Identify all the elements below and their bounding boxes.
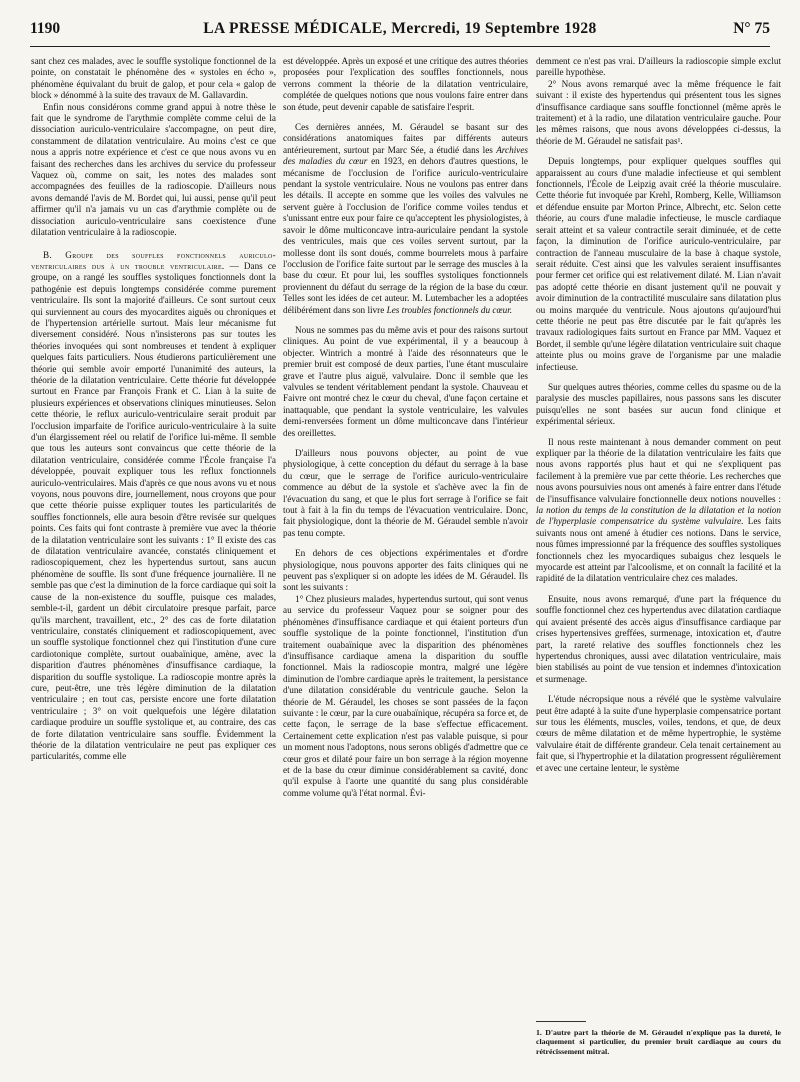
paragraph: L'étude nécropsique nous a révélé que le système valvulaire peut être adapté à la suite d'une hyperplasie compensatrice portant sur tous les éléments, muscles, voiles, tendons, et que, de deux cœurs de même dilatation et de même hypertrophie, le système valvulaire était de différente grandeur. Cela tenait certainement au fait que, si l'hypertrophie et la dilatation progressent régulièrement et avec une certaine lenteur, le système	[536, 694, 781, 773]
paragraph: demment ce n'est pas vrai. D'ailleurs la radioscopie simple exclut pareille hypothèse.	[536, 56, 781, 78]
section-heading: B. Groupe des souffles fonctionnels auriculo-ventriculaires dus à un trouble ventriculaire.	[31, 249, 276, 271]
paragraph: est développée. Après un exposé et une critique des autres théories proposées pour l'explication des souffles fonctionnels, nous verrons comment la théorie de la dilatation ventriculaire, complétée de quelques notions que nous voulons faire entrer dans son étude, peut devenir capable de satisfaire l'esprit.	[283, 56, 528, 112]
paragraph: En dehors de ces objections expérimentales et d'ordre physiologique, nous pouvons apporter des faits cliniques qui ne peuvent pas s'expliquer si on adopte les idées de M. Géraudel. Ils sont les suivants :	[283, 548, 528, 593]
paragraph: 2° Nous avons remarqué avec la même fréquence le fait suivant : il existe des hypertendus qui présentent tous les signes d'insuffisance cardiaque sans souffle fonctionnel (même après le traitement) et à la radio, une dilatation ventriculaire gauche. Pour les mêmes raisons, que nous avons développées ci-dessus, la théorie de M. Géraudel ne satisfait pas¹.	[536, 78, 781, 146]
column-2	[283, 56, 528, 1066]
paragraph: Sur quelques autres théories, comme celles du spasme ou de la paralysie des muscles papillaires, nous passons sans les discuter puisqu'elles ne sont basées sur aucun fond clinique et expérimental sérieux.	[536, 381, 781, 427]
paragraph	[536, 437, 781, 585]
italic-notions: la notion du temps de la constitution de la dilatation et la notion de l'hyperplasie compensatrice du système valvulaire.	[536, 505, 781, 527]
paragraph: Enfin nous considérons comme grand appui à notre thèse le fait que le syndrome de l'arythmie complète comme celui de la dissociation auriculo-ventriculaire s'accompagne, on peut dire, constamment de dilatation ventriculaire. Au moins c'est ce que nous a appris notre expérience et c'est ce que nous avons vu en faisant des recherches dans les archives du service du professeur Vaquez où, comme on sait, les notes des malades sont accompagnées des feuilles de la radioscopie. D'ailleurs nous avons demandé l'avis de M. Bordet qui, lui aussi, pense qu'il peut affirmer qu'il n'a jamais vu un cas d'arythmie complète ou de dissociation auriculo-ventriculaire sans coexistence d'une dilatation ventriculaire à la radioscopie.	[31, 101, 276, 238]
footnote: 1. D'autre part la théorie de M. Géraudel n'explique pas la dureté, le claquement si particulier, du premier bruit cardiaque au cours du rétrécissement mitral.	[536, 1028, 781, 1056]
journal-title: LA PRESSE MÉDICALE, Mercredi, 19 Septembre 1928	[203, 20, 597, 37]
paragraph	[283, 122, 528, 316]
section-body: — Dans ce groupe, on a rangé les souffles systoliques fonctionnels dont la pathogénie est depuis longtemps considérée comme purement ventriculaire. Ils sont la majorité d'ailleurs. Ce sont surtout ceux qui surviennent au cours des myocardites aiguës ou chroniques et de l'hypertension artérielle surtout. Mais leur mécanisme fut diversement considéré. Nous n'insisterons pas sur toutes les théories invoquées qui sont nombreuses et tendent à expliquer quelques faits particuliers. Nous étudierons particulièrement une théorie qui semble avoir emporté l'unanimité des auteurs, la théorie de la dilatation ventriculaire. Cette théorie fut développée surtout en France par François Frank et C. Lian à la suite de plusieurs expériences et observations cliniques minutieuses. Selon cette théorie, le reflux auriculo-ventriculaire serait produit par l'occlusion imparfaite de l'orifice auriculo-ventriculaire à la suite d'un élargissement réel ou relatif de l'orifice lui-même. Il semble que tous les auteurs sont convaincus que cette théorie de la dilatation ventriculaire, considérée comme l'École française l'a développée, pouvait expliquer tous les reflux fonctionnels auriculo-ventriculaires. Mais d'après ce que nous avons vu et nous voyons, nous pouvons dire, journellement, nous croyons que pour que cette théorie puisse expliquer toutes les particularités de souffles fonctionnels, elle aura besoin d'être revisée sur quelques points. Ces faits qui font contraste à première vue avec la théorie de la dilatation ventriculaire sont les suivants : 1° Il existe des cas de dilatation ventriculaire avancée, constatés cliniquement et radioscopiquement, chez les hypertendus surtout, sans aucun phénomène de souffle. Ils sont d'une fréquence journalière. Il ne semble pas que c'est la diminution de la force cardiaque qui soit la cause de la non-existence du souffle, puisque ces malades, semble-t-il, gardent un débit circulatoire presque parfait, parce qu'ils marchent, travaillent, etc., 2° des cas de forte dilatation ventriculaire, constatés cliniquement et radioscopiquement, avec un souffle systolique fonctionnel chez qui l'institution d'une cure cardiotonique complète, surtout ouabaïnique, amène, avec la disparition d'autres phénomènes d'insuffisance cardiaque, la disparition du souffle systolique. La radioscopie montre après la cure, peut-être, une très légère diminution de la dilatation ventriculaire ; en tout cas, persiste encore une forte dilatation ventriculaire ; 3° on voit quelquefois une légère dilatation cardiaque produire un souffle systolique et, au contraire, des cas de forte dilatation ventriculaire sans souffle. Évidemment la théorie de la dilatation ventriculaire ne peut pas expliquer ces particularités, comme elle	[31, 260, 276, 762]
issue-number: N° 75	[733, 20, 770, 37]
column-3	[536, 56, 781, 1066]
page-header	[30, 20, 770, 47]
text-run: en 1923, en dehors d'autres questions, le mécanisme de l'occlusion de l'orifice auriculo-ventriculaire pendant la systole ventriculaire. Nous ne voulons pas entrer dans les détails. Il accepte en somme que les voiles des valvules ne servent guère à l'occlusion de l'orifice comme voiles tendus et s'unissant entre eux pour faire ce qu'acceptent les physiologistes, à savoir le dôme multiconcave intra-auriculaire pendant la systole des ventricules, mais que ces voiles servent surtout, par la mollesse dont ils sont doués, comme bourrelets mous à parfaire l'occlusion de l'orifice faite surtout par le serrage des muscles à la base du cœur. Et pour lui, les souffles systoliques fonctionnels proviennent du défaut du serrage de la région de la base du cœur. Telles sont les idées de cet auteur. M. Lutembacher les a adoptées délibérément dans son livre	[283, 156, 528, 315]
text-run: Il nous reste maintenant à nous demander comment on peut expliquer par la théorie de la dilatation ventriculaire les faits que nous avons rapportés plus haut et qui ne s'expliquent pas facilement à la première vue par cette théorie. Les recherches que nous avons poursuivies nous ont amenés à faire entrer dans l'étude de l'insuffisance valvulaire fonctionnelle deux notions nouvelles :	[536, 436, 781, 504]
paragraph: D'ailleurs nous pouvons objecter, au point de vue physiologique, à cette conception du défaut du serrage à la base du cœur, que le serrage de l'orifice auriculo-ventriculaire commence au début de la systole et s'achève avec la fin de l'évacuation du sang, et que le plus fort serrage à l'orifice se fait tout à fait à la fin du temps de l'évacuation ventriculaire. Donc, fait physiologique, dont la théorie de M. Géraudel semble n'avoir pas tenu compte.	[283, 448, 528, 538]
section-paragraph	[31, 250, 276, 763]
paragraph: sant chez ces malades, avec le souffle systolique fonctionnel de la pointe, on constatait le phénomène des « systoles en écho », phénomène équivalant du bruit de galop, et pour cela « galop de block » dénommé à la suite des travaux de M. Gallavardin.	[31, 56, 276, 101]
paragraph: Depuis longtemps, pour expliquer quelques souffles qui apparaissent au cours d'une maladie infectieuse et qui semblent fonctionnels, l'École de Leipzig avait créé la théorie musculaire. Cette théorie fut invoquée par Krehl, Romberg, Kelle, Williamson et défendue ensuite par Morton Prince, Albrecht, etc. Selon cette théorie, au cours d'une maladie infectieuse, le muscle cardiaque serait atteint et sa valeur contractile serait diminuée, et de cette façon, la diminution de l'orifice auriculo-ventriculaire, par contraction de l'anneau musculaire de la base à chaque systole, serait réduite. C'est ainsi que les valvules seraient insuffisantes pour fermer cet orifice qui est relativement dilaté. M. Lian n'avait pas adopté cette théorie en disant justement qu'il ne pouvait y avoir diminution de la contractilité musculaire sans dilatation plus ou moins marquée du ventricule. Nous ajoutons qu'aujourd'hui cette théorie ne peut pas être discutée par le fait qu'après les travaux radiologiques faits surtout en France par MM. Vaquez et Bordet, il semble qu'une légère dilatation ventriculaire suit chaque atteinte plus ou moins grave de l'organisme par une maladie infectieuse.	[536, 156, 781, 372]
journal-citation: Archives des maladies du cœur	[283, 144, 528, 167]
paragraph: Ensuite, nous avons remarqué, d'une part la fréquence du souffle fonctionnel chez ces hypertendus avec dilatation cardiaque qui avaient présenté des accès aigus d'insuffisance cardiaque par crises hypertensives greffées, surmenage, intoxication et, d'autre part, la rareté relative des souffles fonctionnels chez les hypertendus chroniques, aussi avec dilatation ventriculaire, mais bien stabilisés au point de vue tension et indemnes d'intoxication et surmenage.	[536, 593, 781, 684]
text-run: Les faits suivants nous ont amené à étudier ces notions. Dans le service, nous fûmes impressionné par la fréquence des souffles systoliques fonctionnels chez les myocardiques subaigus chez lesquels le myocarde est atteint par l'alcoolisme, et on connaît la facilité et la rapidité de la dilatation ventriculaire chez ces malades.	[536, 516, 781, 584]
text-run: Ces dernières années, M. Géraudel se basant sur des considérations anatomiques faites par différents auteurs antérieurement, surtout par Marc Sée, a étudié dans les	[283, 122, 528, 155]
paragraph: 1° Chez plusieurs malades, hypertendus surtout, qui sont venus au service du professeur Vaquez pour se soigner pour des phénomènes d'insuffisance cardiaque et qui étaient porteurs d'un souffle systolique de la pointe fonctionnel, l'institution d'un traitement ouabaïnique avec la disparition des phénomènes d'insuffisance cardiaque amena la disparition du souffle fonctionnel. Mais la radioscopie montra, malgré une légère diminution de l'ombre cardiaque après le traitement, la persistance d'une dilatation considérable du ventricule gauche. Selon la théorie de M. Géraudel, les choses se sont passées de la façon suivante : le cœur, par la cure ouabaïnique, récupéra sa force et, de cette façon, le serrage de la base s'effectue efficacement. Certainement cette explication n'est pas valable puisque, si pour un moment nous l'adoptons, nous serons obligés d'admettre que ce cœur gros et dilaté pour faire un bon serrage à la région moyenne et de la base du cœur diminue considérablement sa cavité, donc qu'il expulse à l'aorte une quantité du sang plus considérable comme volume qu'à l'état normal. Évi-	[283, 593, 528, 798]
column-1	[31, 56, 276, 1066]
book-citation: Les troubles fonctionnels du cœur.	[386, 304, 513, 315]
paragraph: Nous ne sommes pas du même avis et pour des raisons surtout cliniques. Au point de vue expérimental, il y a beaucoup à objecter. Wintrich a montré à l'aide des résonnateurs que le premier bruit est composé de deux parties, l'une étant musculaire grave et l'autre plus aiguë, valvulaire. Donc il semble que les valvules se tendent véritablement pendant la systole. Chauveau et Faivre ont montré chez le cœur du cheval, d'une façon certaine et inattaquable, que pendant la systole ventriculaire, les valvules demi-renversées forment un dôme multiconcave dans l'intérieur des oreillettes.	[283, 324, 528, 438]
page-number: 1190	[30, 20, 61, 37]
footnote-divider	[536, 1021, 586, 1022]
